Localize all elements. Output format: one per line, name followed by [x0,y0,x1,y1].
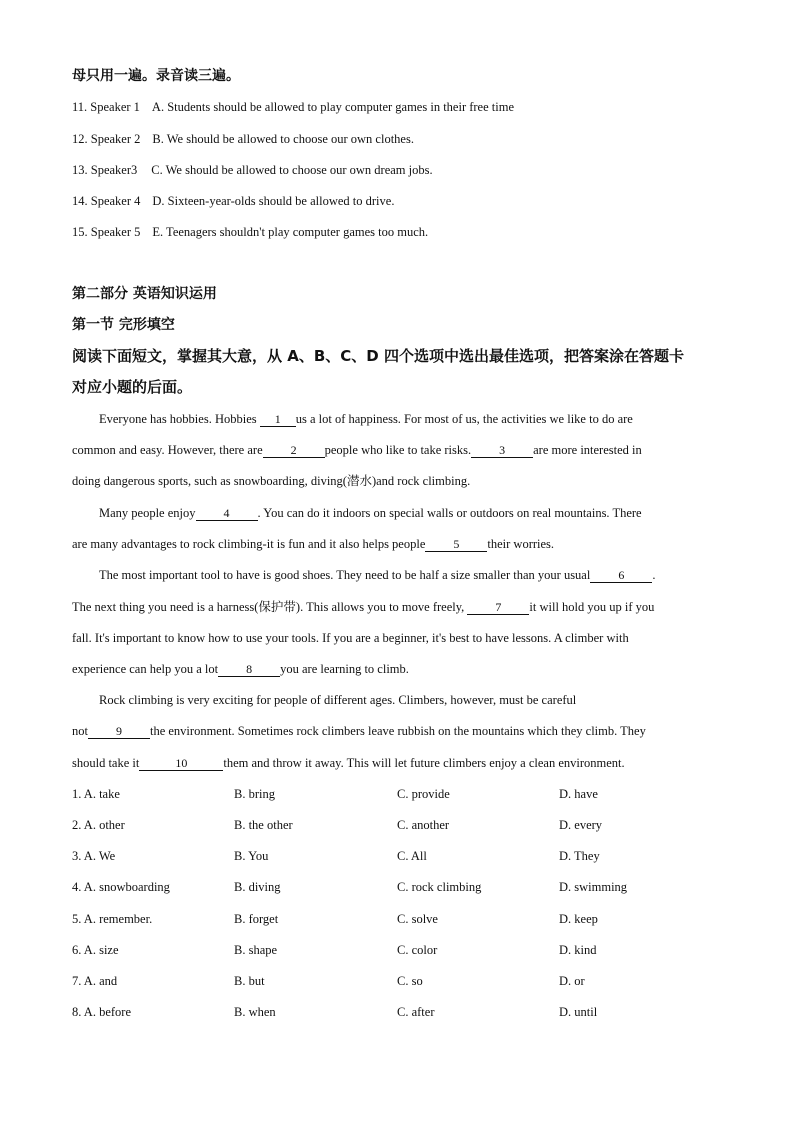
option-c: C. solve [397,912,438,926]
option-c: C. provide [397,787,450,801]
speaker-label: 14. Speaker 4 [72,194,141,208]
passage-text: . [652,568,656,582]
option-c: C. color [397,943,438,957]
listening-item [72,162,433,178]
passage-line: doing dangerous sports, such as snowboarding, diving(潜水)and rock climbing. [72,474,471,488]
passage-text: should take it [72,756,140,770]
option-d: D. have [559,787,598,801]
passage-line [72,599,654,615]
listening-item [72,193,394,209]
passage-text: The next thing you need is a harness(保护带). This allows you to move freely, [72,600,468,614]
option-a: 2. A. other [72,818,125,832]
listening-instruction: 母只用一遍。录音读三遍。 [72,68,240,84]
option-b: B. the other [234,818,293,832]
option-b: B. diving [234,880,281,894]
option-b: B. when [234,1005,276,1019]
option-d: D. They [559,849,600,863]
passage-line [99,505,642,521]
option-c: C. rock climbing [397,880,482,894]
option-c: C. another [397,818,450,832]
passage-line [99,411,633,427]
passage-text: are more interested in [533,443,642,457]
option-b: B. bring [234,787,275,801]
blank-4: 4 [196,507,258,521]
option-d: D. every [559,818,603,832]
blank-8: 8 [218,663,280,677]
option-b: B. You [234,849,269,863]
passage-line [72,661,409,677]
blank-2: 2 [263,444,325,458]
option-a: 8. A. before [72,1005,132,1019]
passage-line [72,723,646,739]
blank-3: 3 [471,444,533,458]
passage-text: Everyone has hobbies. Hobbies [99,412,260,426]
passage-text: Many people enjoy [99,506,196,520]
passage-text: their worries. [487,537,555,551]
passage-text: you are learning to climb. [280,662,409,676]
statement: D. Sixteen-year-olds should be allowed to drive. [152,194,395,208]
speaker-label: 11. Speaker 1 [72,100,140,114]
passage-line [72,755,625,771]
option-d: D. keep [559,912,598,926]
statement: C. We should be allowed to choose our own dream jobs. [151,163,433,177]
option-b: B. shape [234,943,278,957]
option-a: 4. A. snowboarding [72,880,170,894]
passage-line [72,536,554,552]
option-d: D. swimming [559,880,628,894]
option-c: C. All [397,849,427,863]
passage-text: them and throw it away. This will let future climbers enjoy a clean environment. [223,756,625,770]
listening-item [72,99,514,115]
option-c: C. so [397,974,423,988]
passage-line: fall. It's important to know how to use your tools. If you are a beginner, it's best to have lessons. A climber with [72,631,629,645]
passage-text: common and easy. However, there are [72,443,263,457]
blank-6: 6 [590,569,652,583]
option-b: B. but [234,974,265,988]
passage-line: Rock climbing is very exciting for people of different ages. Climbers, however, must be careful [99,693,577,707]
option-a: 3. A. We [72,849,116,863]
listening-item [72,224,428,240]
speaker-label: 15. Speaker 5 [72,225,141,239]
option-d: D. kind [559,943,597,957]
passage-line [99,567,655,583]
section-title: 第一节 完形填空 [72,317,175,333]
passage-text: The most important tool to have is good shoes. They need to be half a size smaller than your usual [99,568,591,582]
statement: B. We should be allowed to choose our own clothes. [152,132,414,146]
statement: E. Teenagers shouldn't play computer games too much. [152,225,429,239]
option-b: B. forget [234,912,279,926]
speaker-label: 12. Speaker 2 [72,132,141,146]
passage-text: are many advantages to rock climbing-it is fun and it also helps people [72,537,426,551]
option-d: D. or [559,974,585,988]
speaker-label: 13. Speaker3 [72,163,138,177]
blank-10: 10 [139,757,223,771]
cloze-instruction-cont: 对应小题的后面。 [72,378,193,396]
passage-text: . You can do it indoors on special walls or outdoors on real mountains. There [257,506,642,520]
passage-text: not [72,724,88,738]
statement: A. Students should be allowed to play computer games in their free time [151,100,514,114]
blank-1: 1 [260,413,296,427]
blank-9: 9 [88,725,150,739]
cloze-instruction: 阅读下面短文，掌握其大意，从 A、B、C、D 四个选项中选出最佳选项，把答案涂在答题卡 [72,347,684,365]
listening-item [72,131,414,147]
passage-text: us a lot of happiness. For most of us, the activities we like to do are [295,412,633,426]
option-d: D. until [559,1005,598,1019]
blank-5: 5 [425,538,487,552]
passage-text: people who like to take risks. [324,443,472,457]
passage-text: it will hold you up if you [529,600,655,614]
option-a: 6. A. size [72,943,119,957]
passage-text: experience can help you a lot [72,662,219,676]
part-title: 第二部分 英语知识运用 [72,286,217,302]
passage-text: the environment. Sometimes rock climbers leave rubbish on the mountains which they climb. They [149,724,646,738]
option-a: 7. A. and [72,974,118,988]
option-a: 5. A. remember. [72,912,153,926]
blank-7: 7 [467,601,529,615]
option-c: C. after [397,1005,435,1019]
option-a: 1. A. take [72,787,120,801]
passage-line [72,442,642,458]
